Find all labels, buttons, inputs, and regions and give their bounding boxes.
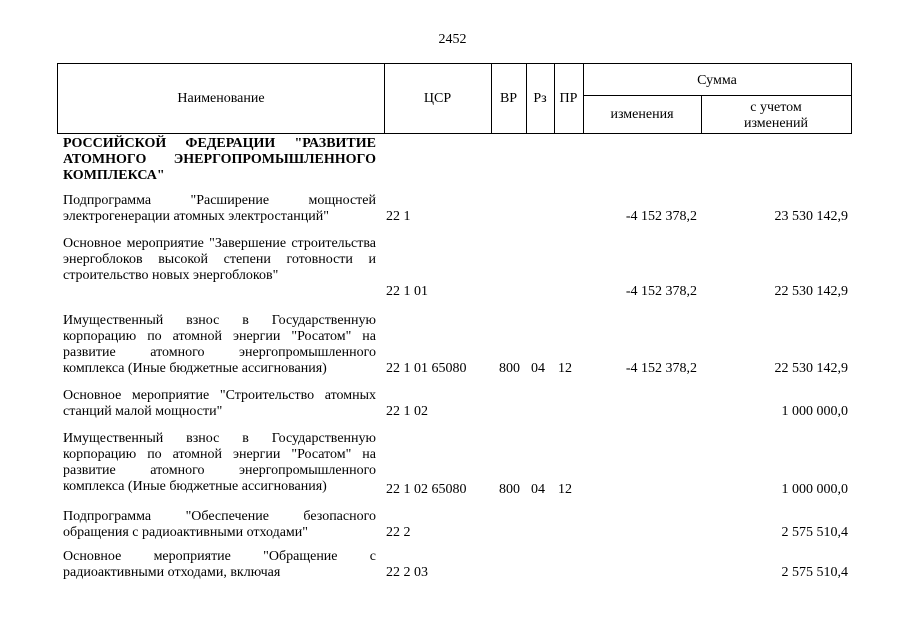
- row-total: 23 530 142,9: [774, 209, 848, 224]
- table-header: [57, 63, 852, 134]
- row-rz: 04: [531, 361, 545, 376]
- row-vr: 800: [499, 482, 520, 497]
- row-total: 22 530 142,9: [774, 284, 848, 299]
- header-csr: ЦСР: [423, 91, 452, 106]
- row-change: -4 152 378,2: [625, 209, 697, 224]
- row-name: Основное мероприятие "Строительство атомных станций малой мощности": [63, 388, 376, 419]
- row-name: Основное мероприятие "Обращение с радиоактивными отходами, включая: [63, 549, 376, 580]
- row-total: 2 575 510,4: [781, 565, 848, 580]
- row-name: Имущественный взнос в Государственную корпорацию по атомной энергии "Росатом" на развитие атомного энергопромышленного комплекса (Иные бюджетные ассигнования): [63, 431, 376, 494]
- header-sum: Сумма: [697, 73, 737, 88]
- row-change: -4 152 378,2: [625, 284, 697, 299]
- row-code: 22 1: [386, 209, 411, 224]
- row-code: 22 1 01: [386, 284, 428, 299]
- row-code: 22 1 02: [386, 404, 428, 419]
- row-name: Подпрограмма "Обеспечение безопасного обращения с радиоактивными отходами": [63, 509, 376, 540]
- row-name: Подпрограмма "Расширение мощностей электрогенерации атомных электростанций": [63, 193, 376, 224]
- row-code: 22 1 01 65080: [386, 361, 467, 376]
- row-rz: 04: [531, 482, 545, 497]
- row-vr: 800: [499, 361, 520, 376]
- row-name: Имущественный взнос в Государственную корпорацию по атомной энергии "Росатом" на развитие атомного энергопромышленного комплекса (Иные бюджетные ассигнования): [63, 313, 376, 376]
- row-pr: 12: [558, 361, 572, 376]
- row-total: 22 530 142,9: [774, 361, 848, 376]
- row-total: 2 575 510,4: [781, 525, 848, 540]
- header-vr: ВР: [499, 91, 518, 106]
- header-with-changes: с учетом изменений: [743, 100, 809, 131]
- row-change: -4 152 378,2: [625, 361, 697, 376]
- header-divider: [583, 95, 851, 96]
- header-pr: ПР: [559, 91, 578, 106]
- row-total: 1 000 000,0: [781, 482, 848, 497]
- row-name: РОССИЙСКОЙ ФЕДЕРАЦИИ "РАЗВИТИЕ АТОМНОГО ЭНЕРГОПРОМЫШЛЕННОГО КОМПЛЕКСА": [63, 136, 376, 183]
- row-code: 22 2: [386, 525, 411, 540]
- page-number: 2452: [438, 32, 467, 47]
- row-code: 22 2 03: [386, 565, 428, 580]
- header-rz: Рз: [533, 91, 547, 106]
- header-name: Наименование: [177, 91, 265, 106]
- row-name: Основное мероприятие "Завершение строительства энергоблоков высокой степени готовности и строительство новых энергоблоков": [63, 236, 376, 283]
- header-changes: изменения: [610, 107, 674, 122]
- row-pr: 12: [558, 482, 572, 497]
- header-divider: [701, 95, 702, 133]
- row-total: 1 000 000,0: [781, 404, 848, 419]
- row-code: 22 1 02 65080: [386, 482, 467, 497]
